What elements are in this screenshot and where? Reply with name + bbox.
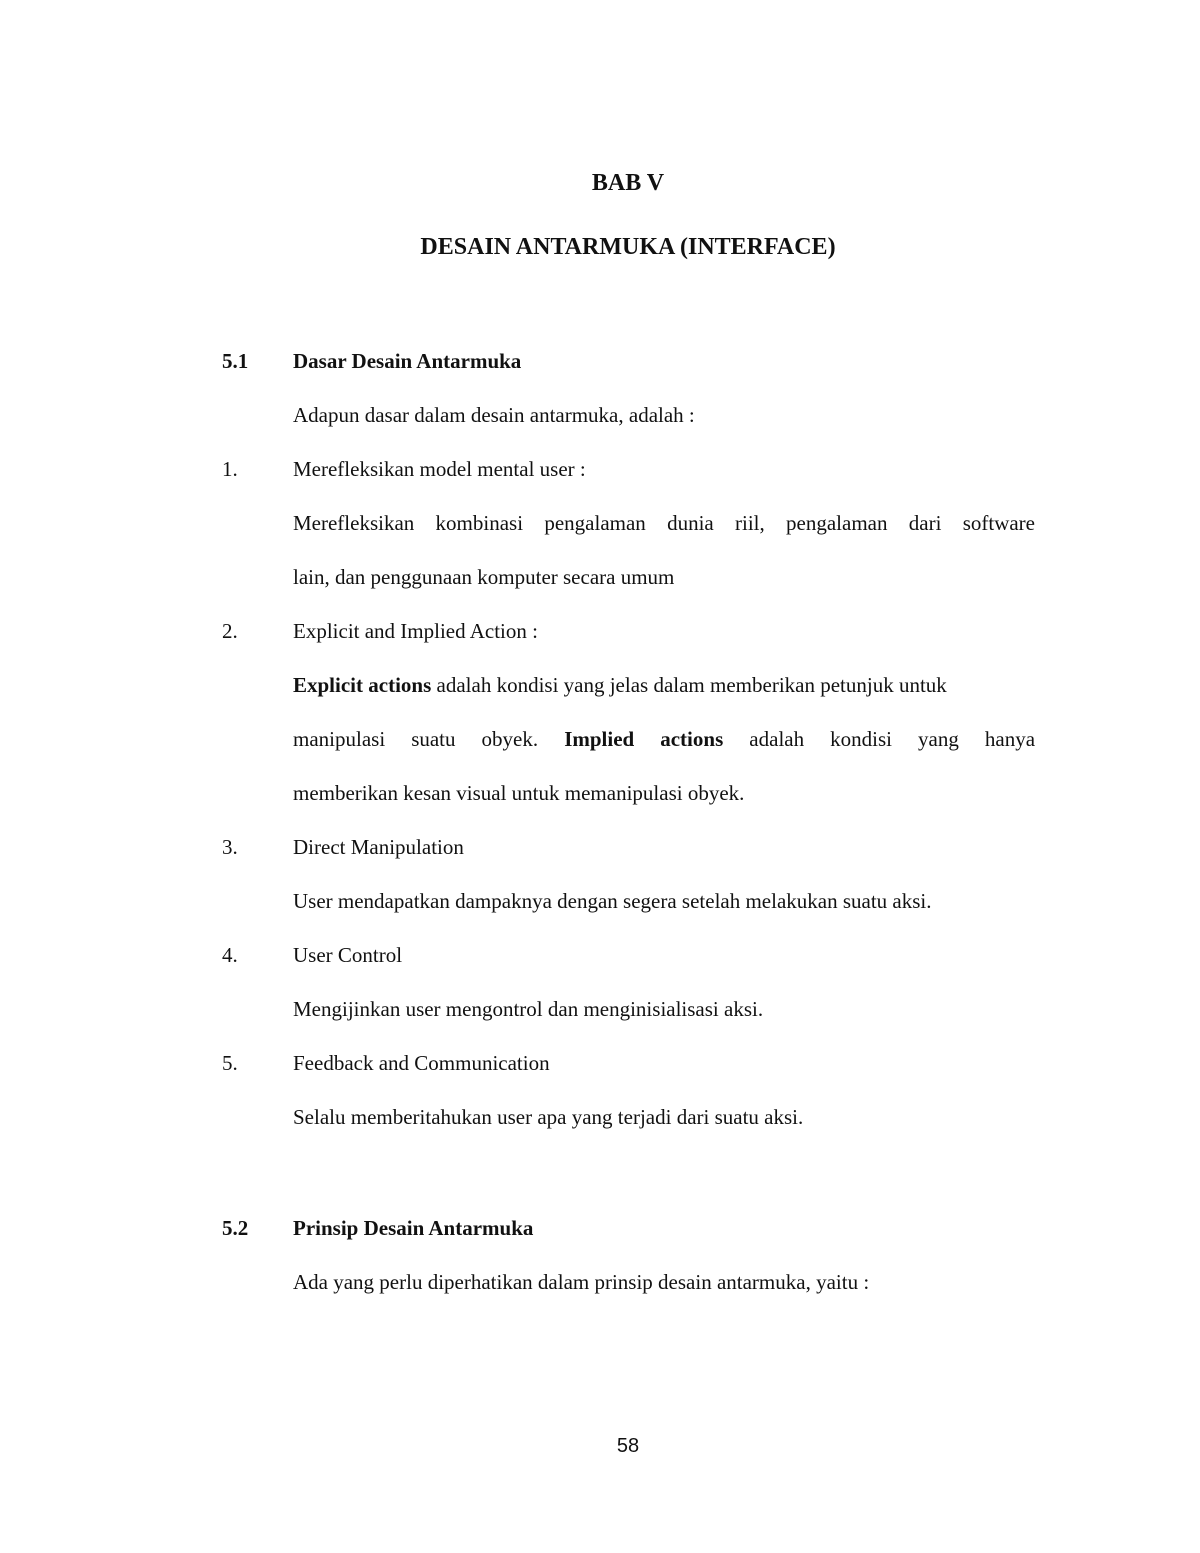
list-item-description [293,725,1035,753]
list-item-title: User Control [293,943,403,967]
chapter-label: BAB V [591,170,665,196]
section-heading: Dasar Desain Antarmuka [293,349,522,373]
list-item-description: Selalu memberitahukan user apa yang terjadi dari suatu aksi. [293,1105,804,1129]
list-item-number: 3. [222,835,238,859]
list-item-description: Mengijinkan user mengontrol dan menginisialisasi aksi. [293,997,764,1021]
term-implied-definition: adalah kondisi yang hanya [749,727,1036,751]
section-intro: Ada yang perlu diperhatikan dalam prinsip desain antarmuka, yaitu : [293,1270,870,1294]
page-number: 58 [616,1435,640,1457]
list-item-number: 1. [222,457,238,481]
list-item-number: 2. [222,619,238,643]
list-item-description: lain, dan penggunaan komputer secara umum [293,565,675,589]
term-implied-actions: Implied actions [564,727,724,751]
list-item-title: Direct Manipulation [293,835,464,859]
list-item-number: 5. [222,1051,238,1075]
term-explicit-definition: adalah kondisi yang jelas dalam memberikan petunjuk untuk [431,673,947,697]
section-number: 5.2 [222,1216,249,1240]
section-intro: Adapun dasar dalam desain antarmuka, adalah : [293,403,695,427]
list-item-description: memberikan kesan visual untuk memanipulasi obyek. [293,781,745,805]
list-item-description: Merefleksikan kombinasi pengalaman dunia riil, pengalaman dari software [293,511,1035,535]
list-item-description [293,671,947,699]
text-segment: manipulasi suatu obyek. [293,727,539,751]
list-item-title: Explicit and Implied Action : [293,619,538,643]
list-item-number: 4. [222,943,238,967]
list-item-title: Feedback and Communication [293,1051,550,1075]
chapter-title: DESAIN ANTARMUKA (INTERFACE) [420,234,836,260]
list-item-description: User mendapatkan dampaknya dengan segera setelah melakukan suatu aksi. [293,889,932,913]
list-item-title: Merefleksikan model mental user : [293,457,586,481]
term-explicit-actions: Explicit actions [293,673,432,697]
section-heading: Prinsip Desain Antarmuka [293,1216,534,1240]
section-number: 5.1 [222,349,249,373]
